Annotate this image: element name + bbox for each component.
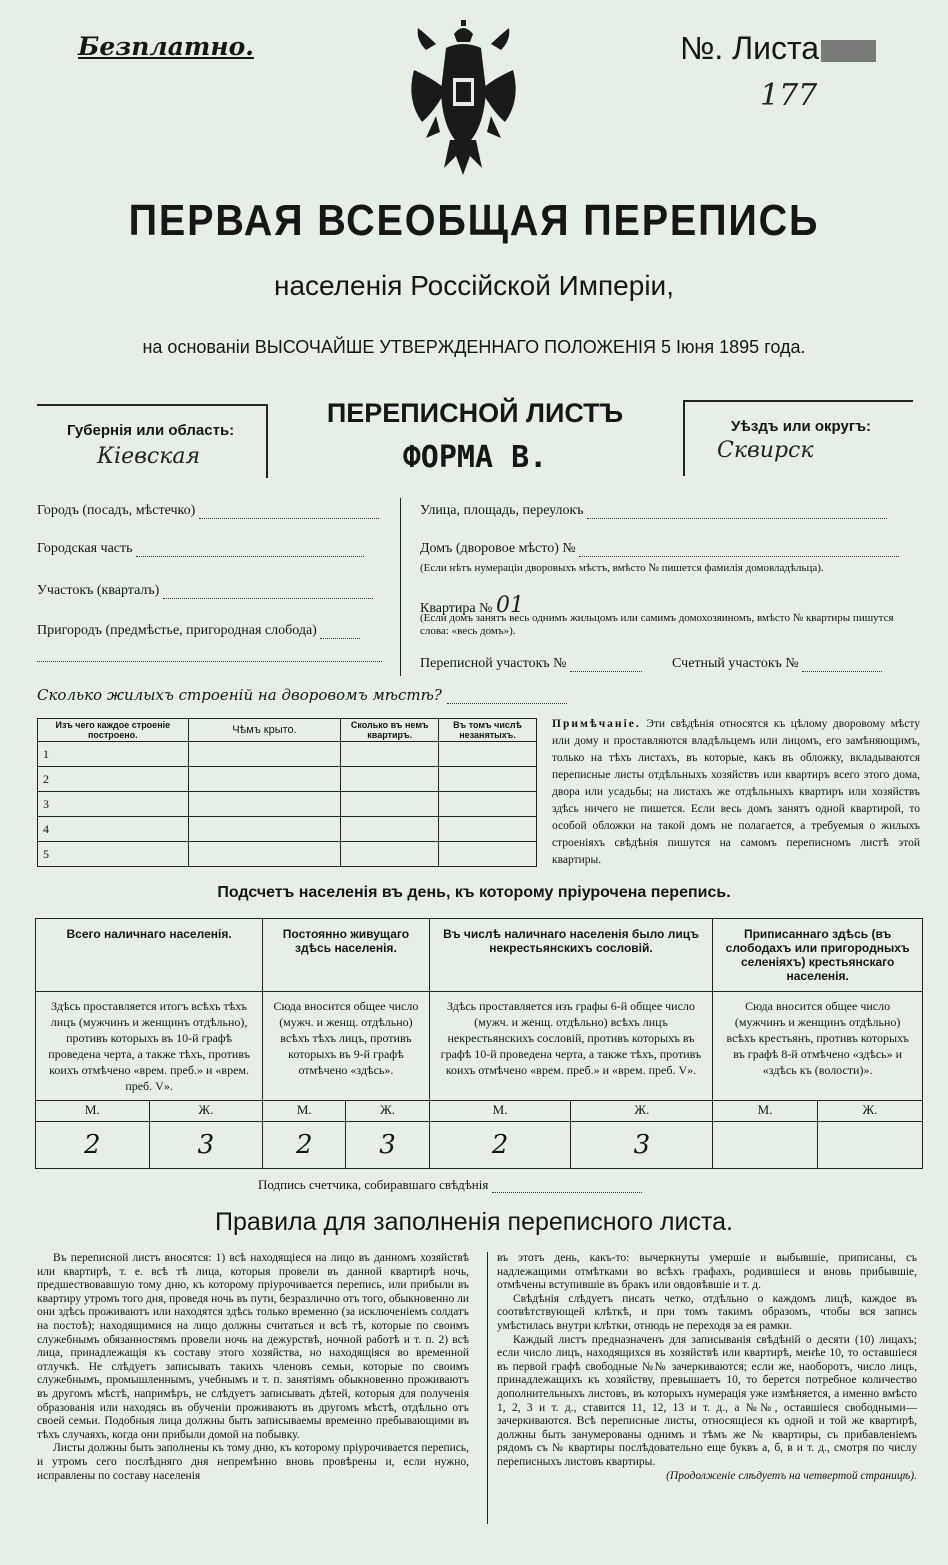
suburb-field[interactable]: Пригородъ (предмѣстье, пригородная слобода)	[37, 623, 360, 639]
table-row: 2	[38, 767, 537, 792]
house-note: (Если нѣтъ нумераціи дворовыхъ мѣстъ, вмѣсто № пишется фамилія домовладѣльца).	[420, 562, 824, 574]
pop-desc-permanent: Сюда вносится общее число (мужч. и женщ. отдѣльно) всѣхъ тѣхъ лицъ, противъ которыхъ въ 9-й графѣ отмѣчено «здѣсь».	[263, 992, 429, 1101]
page-title: ПЕРВАЯ ВСЕОБЩАЯ ПЕРЕПИСЬ	[128, 196, 820, 245]
table-row: 4	[38, 817, 537, 842]
rules-right-column: въ этотъ день, какъ-то: вычеркнуты умершіе и выбывшіе, приписаны, съ надлежащими отмѣтками во всѣхъ графахъ, родившіеся и вновь прибывшіе, отмѣчены вступившіе въ бракъ или овдовѣвшіе и т. д. Свѣдѣнія слѣдуетъ писать четко, отдѣльно о каждомъ лицѣ, каждое въ соотвѣтствующей клѣткѣ, и при томъ такимъ образомъ, чтобы вся запись умѣстилась внутри клѣтки, отнюдь не переходя за ея рамки. Каждый листъ предназначенъ для записыванія свѣдѣній о десяти (10) лицахъ; если число лицъ, находящихся въ хозяйствѣ или квартирѣ, менѣе 10, то оставшіеся въ первой графѣ свободные №№ зачеркиваются; если же, наоборотъ, число лицъ, принадлежащихъ къ хозяйству, превышаетъ 10, то берется потребное количество дополнительныхъ листовъ, въ которыхъ нумерація уже измѣняется, а именно вмѣсто 1, 2, 3 и т. д., ставится 11, 12, 13 и т. д., а №№, оставшіеся свободными—зачеркиваются. Всѣ переписные листы, относящіеся къ одной и той же квартирѣ, должны быть занумерованы однимъ и тѣмъ же № квартиры, съ прибавленіемъ рядомъ съ № квартиры послѣдовательно еще буквъ а, б, в и т. д., смотря по числу переписныхъ листовъ квартиры. (Продолженіе слѣдуетъ на четвертой страницѣ).	[497, 1252, 917, 1482]
buildings-table	[37, 718, 537, 867]
pop-permanent-male[interactable]: 2	[263, 1122, 346, 1169]
pop-desc-peasant: Сюда вносится общее число (мужчинъ и женщинъ отдѣльно) всѣхъ крестьянъ, противъ которыхъ въ графѣ 8-й отмѣчено «здѣсь» и «здѣсь къ (волости)».	[713, 992, 923, 1101]
rules-continued: (Продолженіе слѣдуетъ на четвертой страницѣ).	[666, 1469, 917, 1482]
pop-header-nonpeasant: Въ числѣ наличнаго населенія было лицъ некрестьянскихъ сословій.	[429, 919, 713, 992]
population-title: Подсчетъ населенія въ день, къ которому пріурочена перепись.	[217, 884, 731, 901]
pop-peasant-male[interactable]	[713, 1122, 818, 1169]
apartment-field[interactable]: Квартира № 01	[420, 593, 524, 618]
buildings-header-material: Изъ чего каждое строеніе построено.	[38, 719, 189, 742]
buildings-header-vacant: Въ томъ числѣ незанятыхъ.	[439, 719, 537, 742]
sheet-number-value: 177	[760, 78, 818, 113]
table-row: 5	[38, 842, 537, 867]
precinct-field[interactable]: Участокъ (кварталъ)	[37, 583, 373, 599]
enumerator-signature[interactable]: Подпись счетчика, собиравшаго свѣдѣнія	[258, 1177, 642, 1193]
ink-smudge	[821, 40, 876, 62]
apartment-value: 01	[495, 593, 524, 618]
pop-total-female[interactable]: 3	[149, 1122, 263, 1169]
pop-desc-total: Здѣсь проставляется итогъ всѣхъ тѣхъ лицъ (мужчинъ и женщинъ отдѣльно), противъ которыхъ въ 10-й графѣ проведена черта, а также тѣхъ, противъ коихъ отмѣчено «врем. преб.» и «врем. преб. V».	[36, 992, 263, 1101]
district-value: Сквирск	[717, 438, 814, 463]
house-field[interactable]: Домъ (дворовое мѣсто) №	[420, 541, 899, 557]
form-subtitle: ФОРМА В.	[402, 440, 548, 475]
buildings-header-apartments: Сколько въ немъ квартиръ.	[341, 719, 439, 742]
sheet-number-label: №. Листа	[680, 30, 876, 67]
pop-nonpeasant-male[interactable]: 2	[429, 1122, 571, 1169]
legal-basis: на основаніи ВЫСОЧАЙШЕ УТВЕРЖДЕННАГО ПОЛОЖЕНІЯ 5 Іюня 1895 года.	[142, 337, 806, 357]
pop-header-total: Всего наличнаго населенія.	[36, 919, 263, 992]
double-headed-eagle-emblem-icon	[406, 20, 521, 180]
rules-divider	[487, 1252, 488, 1524]
district-label: Уѣздъ или округъ:	[731, 418, 872, 435]
pop-peasant-female[interactable]	[817, 1122, 922, 1169]
page-subtitle: населенія Россійской Имперіи,	[274, 270, 674, 301]
count-district-field[interactable]: Счетный участокъ №	[672, 656, 882, 672]
rules-left-column: Въ переписной листъ вносятся: 1) всѣ находящіеся на лицо въ данномъ хозяйствѣ или квартирѣ, т. е. всѣ тѣ лица, которыя провели въ данной квартирѣ ночь, предшествовавшую тому дню, къ которому пріурочивается перепись, или прибыли въ квартиру утромъ того дня, проведя ночь въ пути, безразлично отъ того, обыкновенно ли они здѣсь проживаютъ или находятся здѣсь только временно (за исключеніемъ солдатъ на постоѣ); находящимися на лицо должны считаться и всѣ тѣ, которые по своимъ служебнымъ обязанностямъ провели ночь на дежурствѣ, ночной работѣ и т. п. 2) всѣ лица, принадлежащія къ составу этого хозяйства, но находящіяся во временной отлучкѣ. Не слѣдуетъ записывать такихъ членовъ семьи, которые по своимъ служебнымъ, промышленнымъ, учебнымъ и т. п. занятіямъ обыкновенно проживаютъ въ другомъ мѣстѣ, напримѣръ, не слѣдуетъ записывать дѣтей, которыя для полученія образованія или находясь въ обученіи проживаютъ въ другомъ мѣстѣ, отдѣльно отъ своей семьи. Подобныя лица должны быть записываемы временно пребывающими въ тѣхъ случаяхъ, когда они прибыли домой на побывку. Листы должны быть заполнены къ тому дню, къ которому пріурочивается перепись, и утромъ сего послѣдняго дня непремѣнно вновь провѣрены и, если нужно, исправлены по составу населенія	[37, 1252, 469, 1482]
pop-desc-nonpeasant: Здѣсь проставляется изъ графы 6-й общее число (мужч. и женщ. отдѣльно) всѣхъ лицъ некрестьянскихъ сословій, противъ которыхъ въ графѣ 10-й проведена черта, а также тѣхъ, противъ коихъ отмѣчено «врем. преб.» и «врем. преб. V».	[429, 992, 713, 1101]
district-box	[683, 400, 913, 476]
city-field[interactable]: Городъ (посадъ, мѣстечко)	[37, 503, 379, 519]
census-district-field[interactable]: Переписной участокъ №	[420, 656, 642, 672]
apartment-note: (Если домъ занятъ весь однимъ жильцомъ или самимъ домохозяиномъ, вмѣсто № квартиры пишутся слова: «весь домъ»).	[420, 612, 894, 637]
province-box	[37, 404, 268, 478]
rules-title: Правила для заполненія переписного листа.	[215, 1208, 733, 1236]
street-field[interactable]: Улица, площадь, переулокъ	[420, 503, 887, 519]
population-table: Всего наличнаго населенія. Постоянно живущаго здѣсь населенія. Въ числѣ наличнаго населенія было лицъ некрестьянскихъ сословій. Приписаннаго здѣсь (въ слободахъ или пригородныхъ селеніяхъ) крестьянскаго населенія. Здѣсь проставляется итогъ всѣхъ тѣхъ лицъ (мужчинъ и женщинъ отдѣльно), противъ которыхъ въ 10-й графѣ проведена черта, а также тѣхъ, противъ коихъ отмѣчено «врем. преб.» и «врем. преб. V». Сюда вносится общее число (мужч. и женщ. отдѣльно) всѣхъ тѣхъ лицъ, противъ которыхъ въ 9-й графѣ отмѣчено «здѣсь». Здѣсь проставляется изъ графы 6-й общее число (мужч. и женщ. отдѣльно) всѣхъ лицъ некрестьянскихъ сословій, противъ которыхъ въ графѣ 10-й проведена черта, а также тѣхъ, противъ коихъ отмѣчено «врем. преб.» и «врем. преб. V». Сюда вносится общее число (мужчинъ и женщинъ отдѣльно) всѣхъ крестьянъ, противъ которыхъ въ графѣ 8-й отмѣчено «здѣсь» и «здѣсь къ (волости)». М. Ж. М. Ж. М. Ж. М. Ж. 2 3 2 3 2 3	[35, 918, 923, 1169]
pop-nonpeasant-female[interactable]: 3	[571, 1122, 713, 1169]
note-title: Примѣчаніе.	[552, 718, 641, 730]
free-label: Безплатно.	[78, 32, 254, 61]
address-divider	[400, 498, 401, 676]
province-label: Губернія или область:	[67, 422, 235, 439]
pop-header-peasant: Приписаннаго здѣсь (въ слободахъ или пригородныхъ селеніяхъ) крестьянскаго населенія.	[713, 919, 923, 992]
suburb-extra-line	[37, 661, 382, 662]
note-text: Эти свѣдѣнія относятся къ цѣлому дворовому мѣсту или дому и проставляются владѣльцемъ или лицомъ, его замѣняющимъ, только на тѣхъ листахъ, въ которые, какъ въ обложку, вкладываются переписные листы отдѣльныхъ хозяйствъ или квартиръ всего этого дома, двора или усадьбы; на листахъ же отдѣльныхъ квартиръ или хозяйствъ здѣсь ничего не пишется. Если весь домъ занятъ одной квартирой, то особой обложки на такой домъ не полагается, а требуемыя о жилыхъ строеніяхъ свѣдѣнія пишутся на самомъ переписномъ листѣ этой квартиры.	[552, 718, 920, 866]
buildings-question: Сколько жилыхъ строеній на дворовомъ мѣстѣ?	[37, 686, 567, 704]
buildings-note	[552, 716, 920, 869]
table-row: 3	[38, 792, 537, 817]
city-part-field[interactable]: Городская часть	[37, 541, 364, 557]
table-row: 1	[38, 742, 537, 767]
pop-permanent-female[interactable]: 3	[346, 1122, 429, 1169]
pop-total-male[interactable]: 2	[36, 1122, 150, 1169]
province-value: Кіевская	[97, 444, 201, 469]
pop-header-permanent: Постоянно живущаго здѣсь населенія.	[263, 919, 429, 992]
form-title: ПЕРЕПИСНОЙ ЛИСТЪ	[326, 398, 624, 428]
buildings-header-roof: Чѣмъ крыто.	[188, 719, 341, 742]
